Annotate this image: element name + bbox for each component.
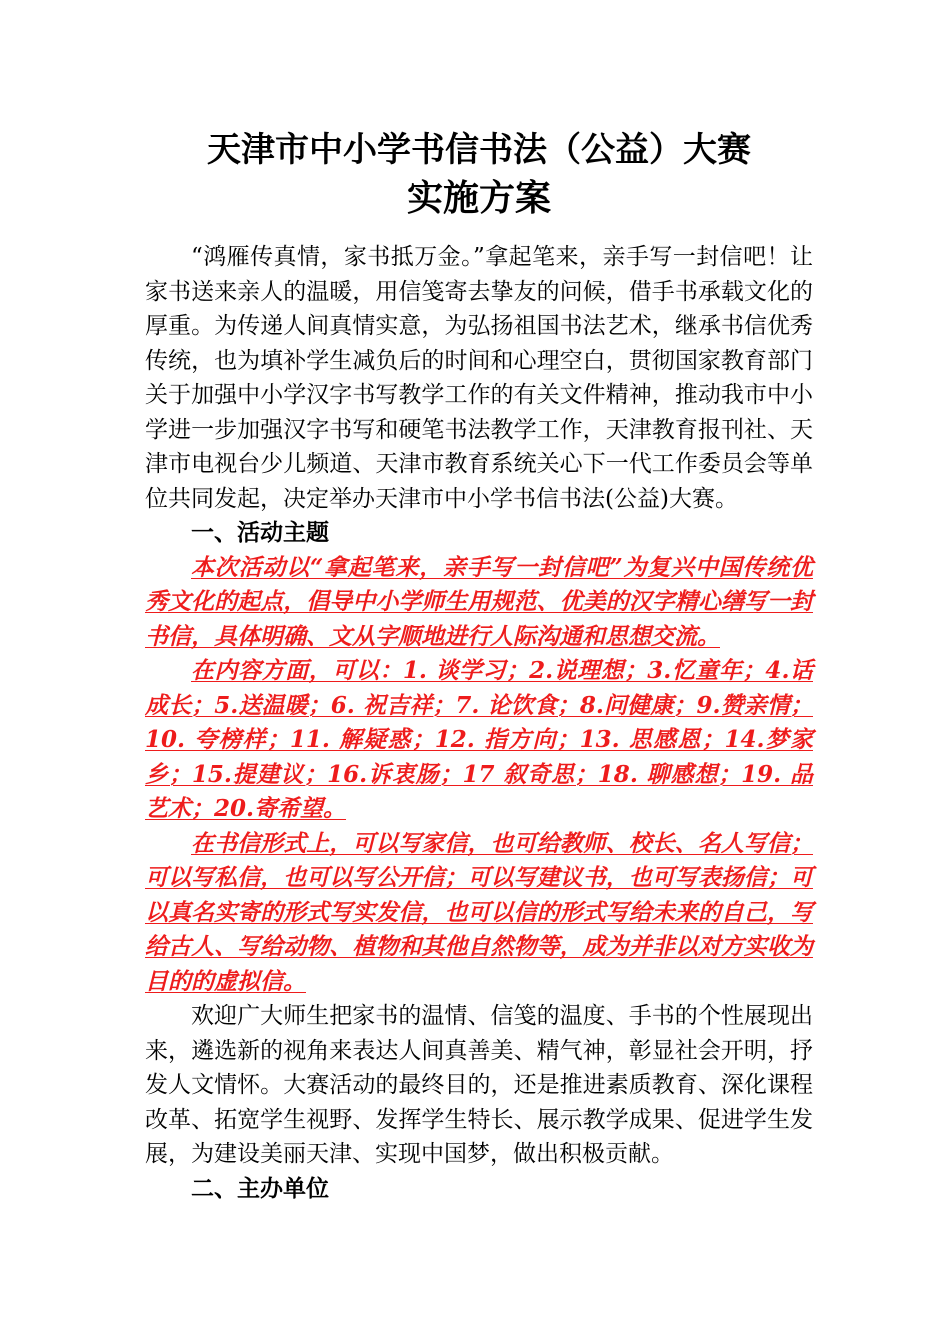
theme-text-3: 在书信形式上，可以写家信，也可给教师、校长、名人写信；可以写私信，也可以写公开信；可以写建议书，也可写表扬信；可以真名实寄的形式写实发信，也可以信的形式写给未来的自己，写给古人、写给动物、植物和其他自然物等，成为并非以对方实收为目的的虚拟信。 <box>145 829 813 995</box>
intro-paragraph: “鸿雁传真情，家书抵万金。”拿起笔来，亲手写一封信吧！让家书送来亲人的温暖，用信笺寄去挚友的问候，借手书承载文化的厚重。为传递人间真情实意，为弘扬祖国书法艺术，继承书信优秀传统，也为填补学生减负后的时间和心理空白，贯彻国家教育部门关于加强中小学汉字书写教学工作的有关文件精神，推动我市中小学进一步加强汉字书写和硬笔书法教学工作，天津教育报刊社、天津市电视台少儿频道、天津市教育系统关心下一代工作委员会等单位共同发起，决定举办天津市中小学书信书法(公益)大赛。 <box>145 244 813 512</box>
purpose-paragraph: 欢迎广大师生把家书的温情、信笺的温度、手书的个性展现出来，遴选新的视角来表达人间真善美、精气神，彰显社会开明，抒发人文情怀。大赛活动的最终目的，还是推进素质教育、深化课程改革、拓宽学生视野、发挥学生特长、展示教学成果、促进学生发展，为建设美丽天津、实现中国梦，做出积极贡献。 <box>145 1003 813 1167</box>
section-heading-theme: 一、活动主题 <box>191 520 329 546</box>
document-subtitle: 实施方案 <box>406 178 551 219</box>
document-page <box>145 126 813 1206</box>
section-heading-organizers: 二、主办单位 <box>191 1175 329 1202</box>
theme-paragraph-2 <box>145 654 813 827</box>
theme-paragraph-3 <box>145 827 813 1000</box>
document-title: 天津市中小学书信书法（公益）大赛 <box>207 130 751 170</box>
theme-text-2: 在内容方面，可以：1. 谈学习；2.说理想；3.忆童年；4.话成长；5.送温暖；6. 祝吉祥；7. 论饮食；8.问健康；9.赞亲情；10. 夸榜样；11. 解疑惑；12. 指方向；13. 思感恩；14.梦家乡；15.提建议；16.诉衷肠；17 叙奇思；18. 聊感想；19. 品艺术；20.寄希望。 <box>145 657 813 822</box>
theme-paragraph-1 <box>145 551 813 655</box>
theme-text-1: 本次活动以“拿起笔来，亲手写一封信吧”为复兴中国传统优秀文化的起点，倡导中小学师生用规范、优美的汉字精心缮写一封书信，具体明确、文从字顺地进行人际沟通和思想交流。 <box>145 553 813 650</box>
